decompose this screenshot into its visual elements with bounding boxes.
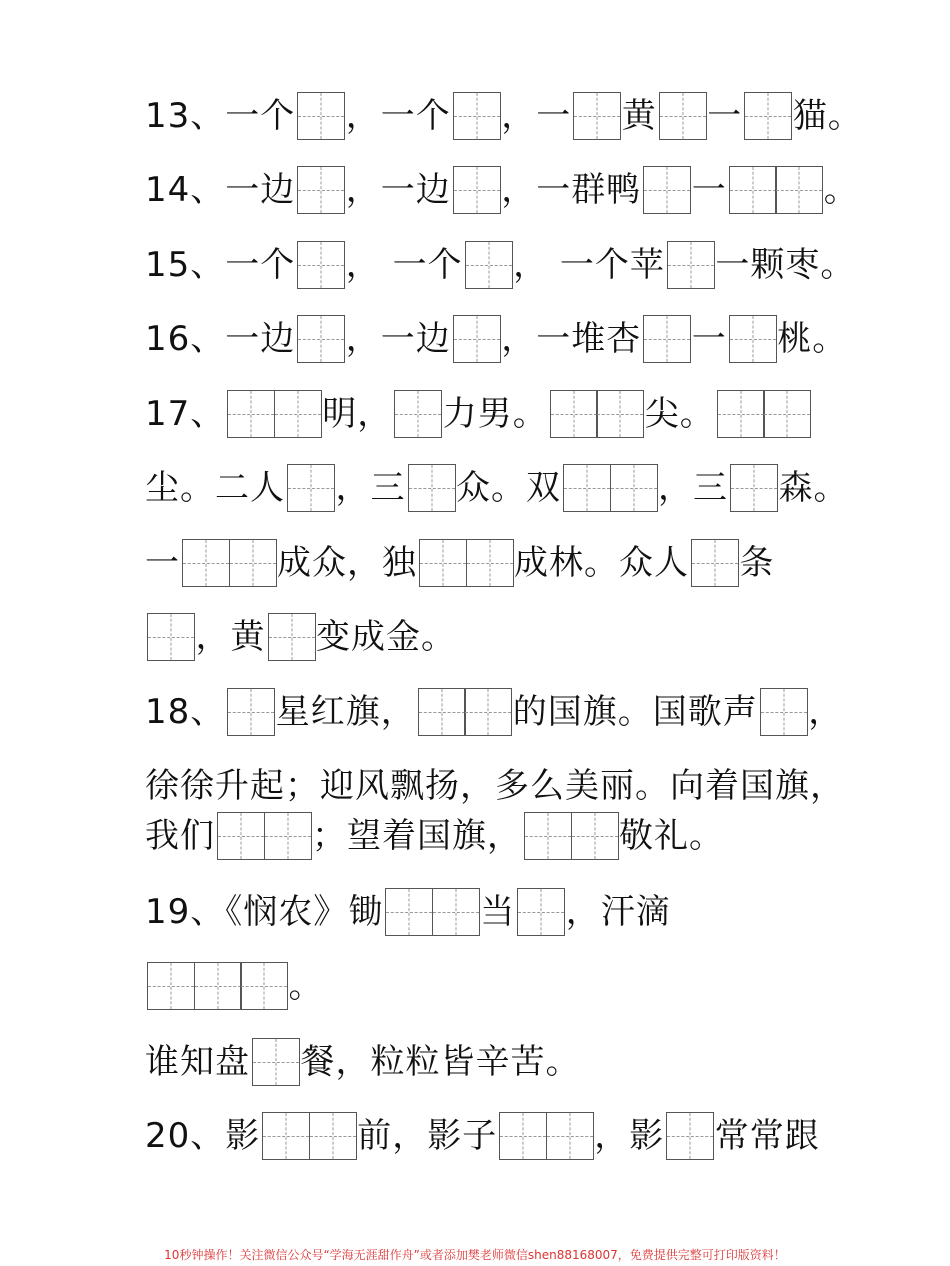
answer-box-group[interactable] [297, 315, 344, 363]
line-text: 15、一个 [145, 245, 296, 285]
answer-box-group[interactable] [453, 315, 500, 363]
line-text: ，三 [335, 468, 406, 508]
answer-box-group[interactable] [217, 812, 310, 860]
answer-box-group[interactable] [394, 390, 441, 438]
answer-box-group[interactable] [744, 92, 791, 140]
line-text: 一 [707, 96, 743, 136]
line-text: 徐徐升起；迎风飘扬，多么美丽。向着国旗， [145, 766, 845, 806]
tianzige-box[interactable] [453, 92, 501, 140]
tianzige-box[interactable] [394, 390, 442, 438]
line-text: 成众，独 [277, 543, 417, 583]
tianzige-box[interactable] [517, 888, 565, 936]
answer-box-group[interactable] [385, 888, 478, 936]
exercise-line [145, 808, 724, 860]
tianzige-box[interactable] [240, 962, 288, 1010]
line-text: 黄 [621, 96, 657, 136]
answer-box-group[interactable] [418, 688, 511, 736]
line-text: 20、影 [145, 1116, 261, 1156]
answer-box-group[interactable] [524, 812, 617, 860]
line-text: 13、一个 [145, 96, 296, 136]
line-text: ，汗滴 [565, 892, 671, 932]
line-text: ，一群鸭 [501, 170, 642, 210]
tianzige-box[interactable] [775, 166, 823, 214]
line-text: ；望着国旗， [312, 816, 522, 856]
line-text: 我们 [145, 816, 215, 856]
answer-box-group[interactable] [252, 1038, 299, 1086]
line-text: 敬礼。 [619, 816, 724, 856]
tianzige-box[interactable] [729, 315, 777, 363]
answer-box-group[interactable] [760, 688, 807, 736]
tianzige-box[interactable] [499, 1112, 547, 1160]
line-text: ， [808, 692, 844, 732]
tianzige-box[interactable] [744, 92, 792, 140]
line-text: 18、 [145, 692, 226, 732]
line-text: 常常跟 [714, 1116, 820, 1156]
answer-box-group[interactable] [643, 315, 690, 363]
line-text: 众。双 [456, 468, 561, 508]
tianzige-box[interactable] [385, 888, 433, 936]
line-text: 餐，粒粒皆辛苦。 [300, 1042, 581, 1082]
line-text: 猫。 [792, 96, 863, 136]
answer-box-group[interactable] [408, 464, 455, 512]
answer-box-group[interactable] [643, 166, 690, 214]
exercise-line [145, 386, 812, 438]
line-text: 桃。 [777, 319, 848, 359]
line-text: 前，影子 [357, 1116, 498, 1156]
tianzige-box[interactable] [643, 166, 691, 214]
line-text: 一 [145, 543, 180, 583]
line-text: 19、《悯农》锄 [145, 892, 384, 932]
exercise-line [145, 884, 671, 936]
tianzige-box[interactable] [550, 390, 598, 438]
tianzige-box[interactable] [667, 241, 715, 289]
tianzige-box[interactable] [297, 315, 345, 363]
answer-box-group[interactable] [717, 390, 810, 438]
line-text: 一 [691, 319, 727, 359]
answer-box-group[interactable] [147, 962, 287, 1010]
tianzige-box[interactable] [610, 464, 658, 512]
line-text: 星红旗， [275, 692, 416, 732]
answer-box-group[interactable] [227, 688, 274, 736]
tianzige-box[interactable] [546, 1112, 594, 1160]
tianzige-box[interactable] [691, 539, 739, 587]
tianzige-box[interactable] [252, 1038, 300, 1086]
line-text: 一 [691, 170, 727, 210]
answer-box-group[interactable] [453, 92, 500, 140]
line-text: 16、一边 [145, 319, 296, 359]
line-text: 17、 [145, 394, 226, 434]
line-text: ，一边 [345, 170, 451, 210]
answer-box-group[interactable] [262, 1112, 355, 1160]
answer-box-group[interactable] [573, 92, 620, 140]
tianzige-box[interactable] [297, 241, 345, 289]
answer-box-group[interactable] [419, 539, 512, 587]
tianzige-box[interactable] [297, 92, 345, 140]
tianzige-box[interactable] [287, 464, 335, 512]
answer-box-group[interactable] [729, 315, 776, 363]
line-text: 14、一边 [145, 170, 296, 210]
line-text: ，黄 [195, 617, 266, 657]
line-text: 成林。众人 [514, 543, 689, 583]
line-text: 力男。 [442, 394, 548, 434]
tianzige-box[interactable] [227, 390, 275, 438]
tianzige-box[interactable] [524, 812, 572, 860]
line-text: 条 [739, 543, 775, 583]
tianzige-box[interactable] [419, 539, 467, 587]
answer-box-group[interactable] [691, 539, 738, 587]
tianzige-box[interactable] [465, 241, 513, 289]
exercise-line [145, 237, 855, 289]
line-text: 森。 [778, 468, 849, 508]
tianzige-box[interactable] [227, 688, 275, 736]
exercise-line [145, 1034, 581, 1086]
tianzige-box[interactable] [763, 390, 811, 438]
line-text: ，影 [594, 1116, 665, 1156]
tianzige-box[interactable] [730, 464, 778, 512]
line-text: 。 [288, 966, 324, 1006]
line-text: 一颗枣。 [715, 245, 856, 285]
tianzige-box[interactable] [297, 166, 345, 214]
promo-footer: 10秒钟操作！关注微信公众号“学海无涯甜作舟”或者添加樊老师微信shen88168007，免费提供完整可打印版资料！ [164, 1248, 786, 1262]
line-text: ， 一个 [345, 245, 463, 285]
tianzige-box[interactable] [464, 688, 512, 736]
tianzige-box[interactable] [229, 539, 277, 587]
answer-box-group[interactable] [659, 92, 706, 140]
answer-box-group[interactable] [297, 241, 344, 289]
tianzige-box[interactable] [596, 390, 644, 438]
tianzige-box[interactable] [194, 962, 242, 1010]
tianzige-box[interactable] [573, 92, 621, 140]
line-text: 当 [480, 892, 516, 932]
tianzige-box[interactable] [182, 539, 230, 587]
line-text: ，一堆杏 [501, 319, 642, 359]
answer-box-group[interactable] [297, 166, 344, 214]
tianzige-box[interactable] [264, 812, 312, 860]
line-text: 变成金。 [316, 617, 456, 657]
answer-box-group[interactable] [730, 464, 777, 512]
line-text: ，三 [658, 468, 728, 508]
exercise-line [145, 1108, 820, 1160]
exercise-line [145, 311, 847, 363]
exercise-line [145, 609, 456, 661]
tianzige-box[interactable] [147, 613, 195, 661]
answer-box-group[interactable] [227, 390, 320, 438]
line-text: 明， [322, 394, 393, 434]
exercise-line [145, 758, 845, 810]
exercise-line [145, 460, 849, 512]
tianzige-box[interactable] [274, 390, 322, 438]
tianzige-box[interactable] [268, 613, 316, 661]
tianzige-box[interactable] [563, 464, 611, 512]
exercise-line [145, 162, 859, 214]
line-text: 。 [823, 170, 859, 210]
answer-box-group[interactable] [563, 464, 656, 512]
tianzige-box[interactable] [729, 166, 777, 214]
exercise-line [145, 535, 775, 587]
answer-box-group[interactable] [297, 92, 344, 140]
line-text: 尘。二人 [145, 468, 285, 508]
exercise-line [145, 958, 324, 1010]
answer-box-group[interactable] [182, 539, 275, 587]
tianzige-box[interactable] [408, 464, 456, 512]
answer-box-group[interactable] [287, 464, 334, 512]
answer-box-group[interactable] [147, 613, 194, 661]
answer-box-group[interactable] [667, 241, 714, 289]
answer-box-group[interactable] [453, 166, 500, 214]
answer-box-group[interactable] [550, 390, 643, 438]
tianzige-box[interactable] [309, 1112, 357, 1160]
line-text: ，一 [501, 96, 572, 136]
tianzige-box[interactable] [262, 1112, 310, 1160]
answer-box-group[interactable] [465, 241, 512, 289]
tianzige-box[interactable] [418, 688, 466, 736]
line-text: 的国旗。国歌声 [512, 692, 758, 732]
tianzige-box[interactable] [717, 390, 765, 438]
tianzige-box[interactable] [666, 1112, 714, 1160]
answer-box-group[interactable] [499, 1112, 592, 1160]
answer-box-group[interactable] [268, 613, 315, 661]
tianzige-box[interactable] [571, 812, 619, 860]
answer-box-group[interactable] [729, 166, 822, 214]
line-text: ，一边 [345, 319, 451, 359]
exercise-line [145, 684, 843, 736]
exercise-line [145, 88, 863, 140]
tianzige-box[interactable] [217, 812, 265, 860]
line-text: 谁知盘 [145, 1042, 250, 1082]
tianzige-box[interactable] [432, 888, 480, 936]
tianzige-box[interactable] [760, 688, 808, 736]
line-text: 尖。 [644, 394, 715, 434]
line-text: ， 一个苹 [513, 245, 665, 285]
line-text: ，一个 [345, 96, 451, 136]
answer-box-group[interactable] [517, 888, 564, 936]
tianzige-box[interactable] [147, 962, 195, 1010]
tianzige-box[interactable] [466, 539, 514, 587]
tianzige-box[interactable] [453, 166, 501, 214]
tianzige-box[interactable] [453, 315, 501, 363]
answer-box-group[interactable] [666, 1112, 713, 1160]
tianzige-box[interactable] [643, 315, 691, 363]
tianzige-box[interactable] [659, 92, 707, 140]
